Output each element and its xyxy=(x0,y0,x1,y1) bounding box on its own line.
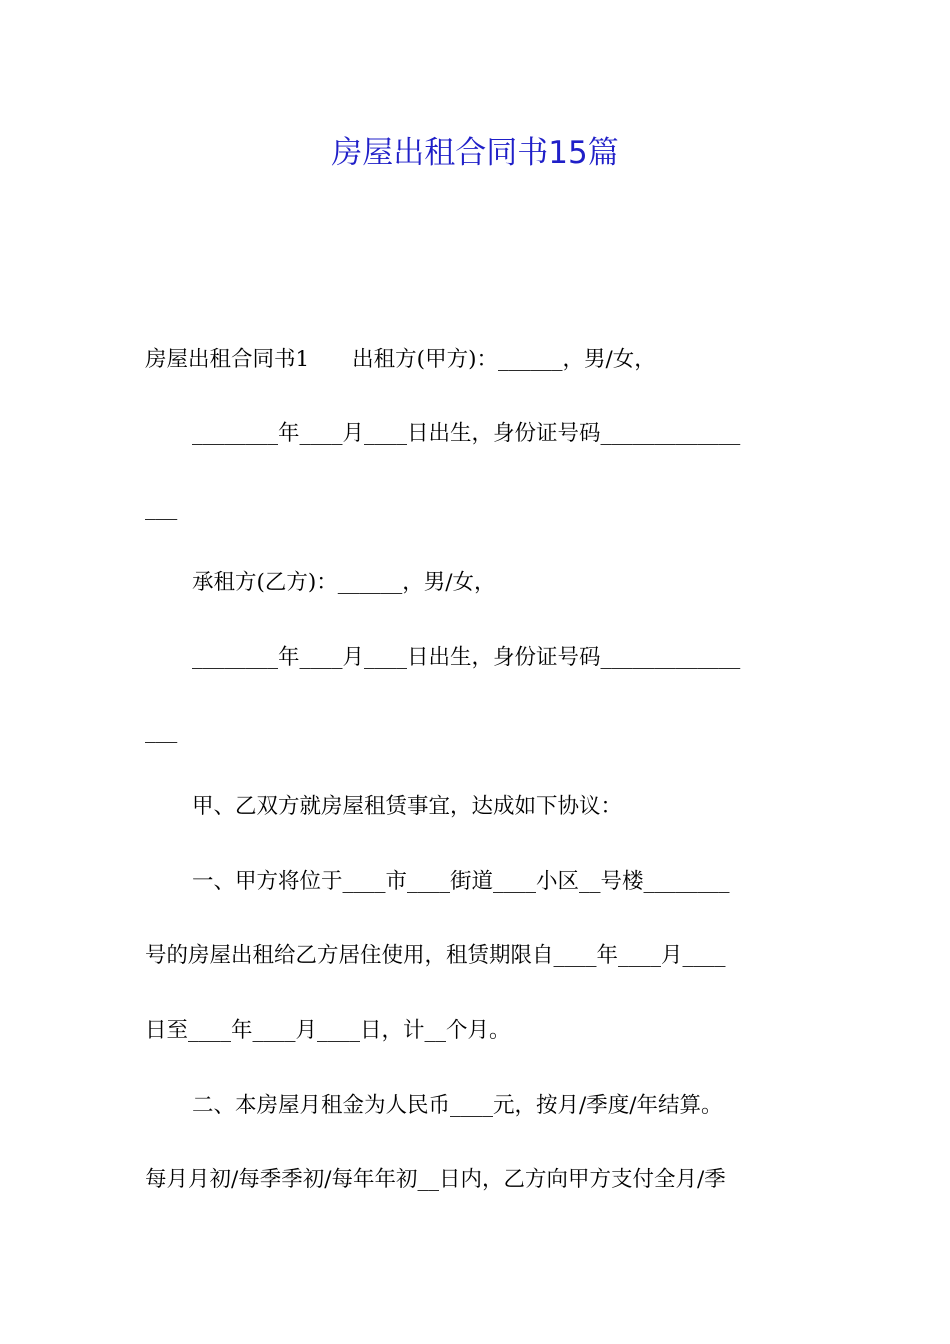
paragraph-line-id-continuation: ___ xyxy=(145,496,178,521)
paragraph-line-lessor-birth-id: ________年____月____日出生，身份证号码_____________ xyxy=(192,421,741,446)
paragraph-line-clause-1: 一、甲方将位于____市____街道____小区__号楼________ xyxy=(192,869,730,894)
paragraph-line-lessor: 房屋出租合同书1 出租方(甲方)：______，男/女， xyxy=(145,347,656,372)
paragraph-line-clause-2-cont: 每月月初/每季季初/每年年初__日内，乙方向甲方支付全月/季 xyxy=(145,1167,726,1192)
paragraph-line-clause-1-cont: 号的房屋出租给乙方居住使用，租赁期限自____年____月____ xyxy=(145,943,726,968)
paragraph-line-id-continuation: ___ xyxy=(145,719,178,744)
paragraph-line-lessee-birth-id: ________年____月____日出生，身份证号码_____________ xyxy=(192,645,741,670)
document-title: 房屋出租合同书15篇 xyxy=(331,135,619,171)
paragraph-line-clause-1-cont: 日至____年____月____日，计__个月。 xyxy=(145,1018,511,1043)
paragraph-line-lessee: 承租方(乙方)：______，男/女， xyxy=(192,570,496,595)
paragraph-line-agreement-intro: 甲、乙双方就房屋租赁事宜，达成如下协议： xyxy=(192,794,623,819)
paragraph-line-clause-2: 二、本房屋月租金为人民币____元，按月/季度/年结算。 xyxy=(192,1093,723,1118)
